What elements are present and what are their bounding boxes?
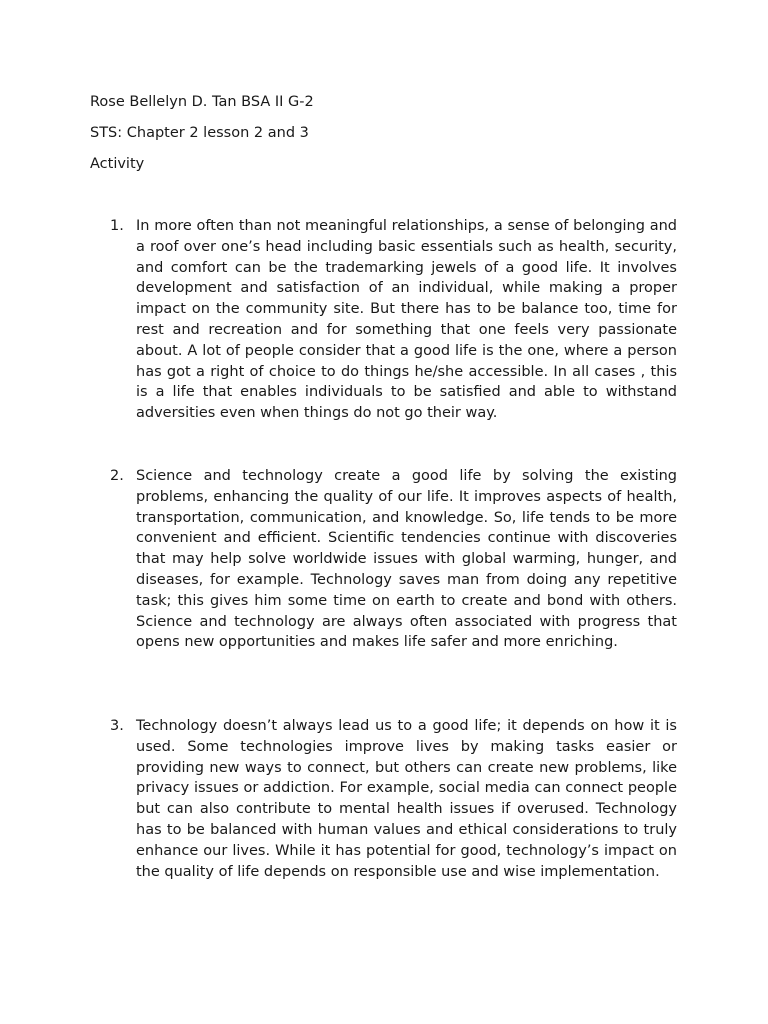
student-name-line: Rose Bellelyn D. Tan BSA II G-2 [90, 94, 314, 110]
answer-number: 3. [110, 718, 124, 734]
activity-heading: Activity [90, 156, 145, 172]
answer-text: Technology doesn’t always lead us to a good life; it depends on how it is used. Some technologies improve lives by making tasks easier or providing new ways to connect, but others can create new problems, like privacy issues or addiction. For example, social media can connect people but can also contribute to mental health issues if overused. Technology has to be balanced with human values and ethical considerations to truly enhance our lives. While it has potential for good, technology’s impact on the quality of life depends on responsible use and wise implementation. [136, 718, 677, 880]
answer-text: In more often than not meaningful relationships, a sense of belonging and a roof over one’s head including basic essentials such as health, security, and comfort can be the trademarking jewels of a good life. It involves development and satisfaction of an individual, while making a proper impact on the community site. But there has to be balance too, time for rest and recreation and for something that one feels very passionate about. A lot of people consider that a good life is the one, where a person has got a right of choice to do things he/she accessible. In all cases , this is a life that enables individuals to be satisfied and able to withstand adversities even when things do not go their way. [136, 218, 677, 422]
answer-number: 2. [110, 468, 124, 484]
answer-text: Science and technology create a good life by solving the existing problems, enhancing the quality of our life. It improves aspects of health, transportation, communication, and knowledge. So, life tends to be more convenient and efficient. Scientific tendencies continue with discoveries that may help solve worldwide issues with global warming, hunger, and diseases, for example. Technology saves man from doing any repetitive task; this gives him some time on earth to create and bond with others. Science and technology are always often associated with progress that opens new opportunities and makes life safer and more enriching. [136, 468, 677, 651]
subject-line: STS: Chapter 2 lesson 2 and 3 [90, 125, 309, 141]
answer-number: 1. [110, 218, 124, 234]
